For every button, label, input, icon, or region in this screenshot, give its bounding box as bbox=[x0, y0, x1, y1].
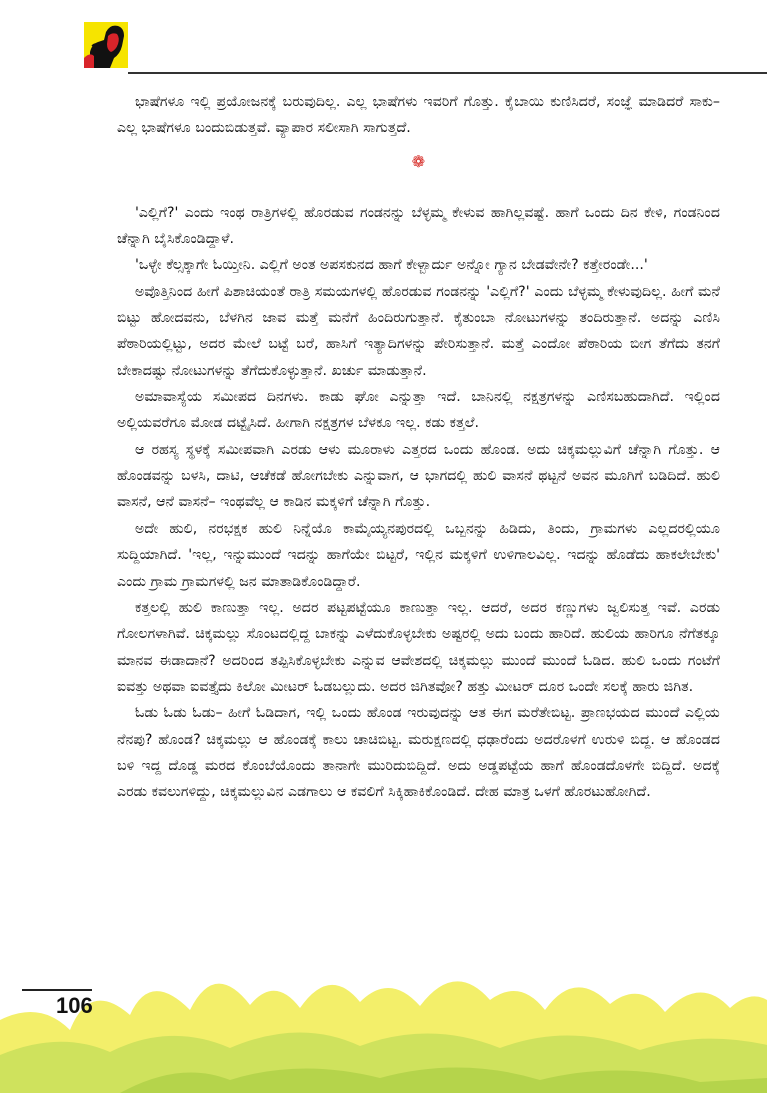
paragraph: ಆ ರಹಸ್ಯ ಸ್ಥಳಕ್ಕೆ ಸಮೀಪವಾಗಿ ಎರಡು ಆಳು ಮೂರಾಳು ಎತ್ತರದ ಒಂದು ಹೊಂಡ. ಅದು ಚಿಕ್ಕಮಲ್ಲುವಿಗೆ ಚೆನ್ನಾಗಿ ಗೊತ್ತು. ಆ ಹೊಂಡವನ್ನು ಬಳಸಿ, ದಾಟಿ, ಆಚೆಕಡೆ ಹೋಗಬೇಕು ಎನ್ನುವಾಗ, ಆ ಭಾಗದಲ್ಲಿ ಹುಲಿ ವಾಸನೆ ಥಟ್ಟನೆ ಅವನ ಮೂಗಿಗೆ ಬಡಿದಿದೆ. ಹುಲಿ ವಾಸನೆ, ಆನೆ ವಾಸನೆ– ಇಂಥವೆಲ್ಲ ಆ ಕಾಡಿನ ಮಕ್ಕಳಿಗೆ ಚೆನ್ನಾಗಿ ಗೊತ್ತು. bbox=[117, 441, 720, 511]
grass-decoration bbox=[0, 960, 767, 1093]
book-logo-icon bbox=[84, 22, 128, 68]
paragraph: ಓಡು ಓಡು ಓಡು– ಹೀಗೆ ಓಡಿದಾಗ, ಇಲ್ಲಿ ಒಂದು ಹೊಂಡ ಇರುವುದನ್ನು ಆತ ಈಗ ಮರೆತೇಬಿಟ್ಟ. ಪ್ರಾಣಭಯದ ಮುಂದೆ ಎಲ್ಲಿಯ ನೆನಪು? ಹೊಂಡ? ಚಿಕ್ಕಮಲ್ಲು ಆ ಹೊಂಡಕ್ಕೆ ಕಾಲು ಚಾಚಿಬಿಟ್ಟ. ಮರುಕ್ಷಣದಲ್ಲಿ ಧಢಾರೆಂದು ಅದರೊಳಗೆ ಉರುಳಿ ಬಿದ್ದ. ಆ ಹೊಂಡದ ಬಳಿ ಇದ್ದ ದೊಡ್ಡ ಮರದ ಕೊಂಬೆಯೊಂದು ತಾನಾಗೇ ಮುರಿದುಬಿದ್ದಿದೆ. ಅದು ಅಡ್ಡಪಟ್ಟೆಯ ಹಾಗೆ ಹೊಂಡದೊಳಗೇ ಬಿದ್ದಿದೆ. ಅದಕ್ಕೆ ಎರಡು ಕವಲುಗಳಿದ್ದು, ಚಿಕ್ಕಮಲ್ಲುವಿನ ಎಡಗಾಲು ಆ ಕವಲಿಗೆ ಸಿಕ್ಕಿಹಾಕಿಕೊಂಡಿದೆ. ದೇಹ ಮಾತ್ರ ಒಳಗೆ ಹೊರಟುಹೋಗಿದೆ. bbox=[117, 705, 720, 801]
paragraph: ಭಾಷೆಗಳೂ ಇಲ್ಲಿ ಪ್ರಯೋಜನಕ್ಕೆ ಬರುವುದಿಲ್ಲ. ಎಲ್ಲ ಭಾಷೆಗಳು ಇವರಿಗೆ ಗೊತ್ತು. ಕೈಬಾಯಿ ಕುಣಿಸಿದರೆ, ಸಂಜ್ಞೆ ಮಾಡಿದರೆ ಸಾಕು– ಎಲ್ಲ ಭಾಷೆಗಳೂ ಬಂದುಬಿಡುತ್ತವೆ. ವ್ಯಾಪಾರ ಸಲೀಸಾಗಿ ಸಾಗುತ್ತದೆ. bbox=[117, 94, 720, 137]
paragraph: ಅಮಾವಾಸ್ಯೆಯ ಸಮೀಪದ ದಿನಗಳು. ಕಾಡು ಘೋ ಎನ್ನುತ್ತಾ ಇದೆ. ಬಾನಿನಲ್ಲಿ ನಕ್ಷತ್ರಗಳನ್ನು ಎಣಿಸಬಹುದಾಗಿದೆ. ಇಲ್ಲಿಂದ ಅಲ್ಲಿಯವರೆಗೂ ಮೋಡ ದಟ್ಟೈಸಿದೆ. ಹೀಗಾಗಿ ನಕ್ಷತ್ರಗಳ ಬೆಳಕೂ ಇಲ್ಲ. ಕಡು ಕತ್ತಲೆ. bbox=[117, 389, 720, 432]
paragraph: 'ಒಳ್ಳೇ ಕೆಲ್ಸಕ್ಕಾಗೇ ಓಯ್ತೀನಿ. ಎಲ್ಲಿಗೆ ಅಂತ ಅಪಸಕುನದ ಹಾಗೆ ಕೇಳ್ಬಾರ್ದು ಅನ್ನೋ ಗ್ಯಾನ ಬೇಡವೇನೇ? ಕತ್ತೇರಂಡೇ...' bbox=[135, 257, 648, 274]
paragraph: ಕತ್ತಲಲ್ಲಿ ಹುಲಿ ಕಾಣುತ್ತಾ ಇಲ್ಲ. ಅದರ ಪಟ್ಟಪಟ್ಟೆಯೂ ಕಾಣುತ್ತಾ ಇಲ್ಲ. ಆದರೆ, ಅದರ ಕಣ್ಣುಗಳು ಜ್ವಲಿಸುತ್ತ ಇವೆ. ಎರಡು ಗೋಲಗಳಾಗಿವೆ. ಚಿಕ್ಕಮಲ್ಲು ಸೊಂಟದಲ್ಲಿದ್ದ ಬಾಕನ್ನು ಎಳೆದುಕೊಳ್ಳಬೇಕು ಅಷ್ಟರಲ್ಲಿ ಅದು ಬಂದು ಹಾರಿದೆ. ಹುಲಿಯ ಹಾರಿಗೂ ನೆಗೆತಕ್ಕೂ ಮಾನವ ಈಡಾದಾನೆ? ಅದರಿಂದ ತಪ್ಪಿಸಿಕೊಳ್ಳಬೇಕು ಎನ್ನುವ ಆವೇಶದಲ್ಲಿ ಚಿಕ್ಕಮಲ್ಲು ಮುಂದೆ ಮುಂದೆ ಓಡಿದ. ಹುಲಿ ಒಂದು ಗಂಟೆಗೆ ಐವತ್ತು ಅಥವಾ ಐವತ್ತೈದು ಕಿಲೋ ಮೀಟರ್ ಓಡಬಲ್ಲುದು. ಅದರ ಜಿಗಿತವೋ? ಹತ್ತು ಮೀಟರ್ ದೂರ ಒಂದೇ ಸಲಕ್ಕೆ ಹಾರು ಜಿಗಿತ. bbox=[117, 599, 720, 695]
paragraph: ಅವೊತ್ತಿನಿಂದ ಹೀಗೆ ಪಿಶಾಚಿಯಂತೆ ರಾತ್ರಿ ಸಮಯಗಳಲ್ಲಿ ಹೊರಡುವ ಗಂಡನನ್ನು 'ಎಲ್ಲಿಗೆ?' ಎಂದು ಬೆಳ್ಳಮ್ಮ ಕೇಳುವುದಿಲ್ಲ. ಹೀಗೆ ಮನೆ ಬಿಟ್ಟು ಹೋದವನು, ಬೆಳಗಿನ ಜಾವ ಮತ್ತೆ ಮನೆಗೆ ಹಿಂದಿರುಗುತ್ತಾನೆ. ಕೈತುಂಬಾ ನೋಟುಗಳನ್ನು ತಂದಿರುತ್ತಾನೆ. ಅದನ್ನು ಎಣಿಸಿ ಪೆಠಾರಿಯಲ್ಲಿಟ್ಟು, ಅದರ ಮೇಲೆ ಬಟ್ಟೆ ಬರೆ, ಹಾಸಿಗೆ ಇತ್ಯಾದಿಗಳನ್ನು ಪೇರಿಸುತ್ತಾನೆ. ಮತ್ತೆ ಎಂದೋ ಪೆಠಾರಿಯ ಬೀಗ ತೆಗೆದು ತನಗೆ ಬೇಕಾದಷ್ಟು ನೋಟುಗಳನ್ನು ತೆಗೆದುಕೊಳ್ಳುತ್ತಾನೆ. ಖರ್ಚು ಮಾಡುತ್ತಾನೆ. bbox=[117, 283, 720, 379]
paragraph: 'ಎಲ್ಲಿಗೆ?' ಎಂದು ಇಂಥ ರಾತ್ರಿಗಳಲ್ಲಿ ಹೊರಡುವ ಗಂಡನನ್ನು ಬೆಳ್ಳಮ್ಮ ಕೇಳುವ ಹಾಗಿಲ್ಲವಷ್ಟೆ. ಹಾಗೆ ಒಂದು ದಿನ ಕೇಳಿ, ಗಂಡನಿಂದ ಚೆನ್ನಾಗಿ ಬೈಸಿಕೊಂಡಿದ್ದಾಳೆ. bbox=[117, 204, 720, 248]
flower-ornament-icon: ❁ bbox=[411, 151, 426, 171]
paragraph: ಅದೇ ಹುಲಿ, ನರಭಕ್ಷಕ ಹುಲಿ ನಿನ್ನೆಯೊ ಕಾಮೈಯ್ಯನಪುರದಲ್ಲಿ ಒಬ್ಬನನ್ನು ಹಿಡಿದು, ತಿಂದು, ಗ್ರಾಮಗಳು ಎಲ್ಲದರಲ್ಲಿಯೂ ಸುದ್ದಿಯಾಗಿದೆ. 'ಇಲ್ಲ, ಇನ್ನುಮುಂದೆ ಇದನ್ನು ಹಾಗೆಯೇ ಬಿಟ್ಟರೆ, ಇಲ್ಲಿನ ಮಕ್ಕಳಿಗೆ ಉಳಿಗಾಲವಿಲ್ಲ. ಇದನ್ನು ಹೊಡೆದು ಹಾಕಲೇಬೇಕು' ಎಂದು ಗ್ರಾಮ ಗ್ರಾಮಗಳಲ್ಲಿ ಜನ ಮಾತಾಡಿಕೊಂಡಿದ್ದಾರೆ. bbox=[117, 520, 720, 590]
page-number: 106 bbox=[56, 993, 93, 1018]
header-rule bbox=[128, 72, 767, 74]
page-number-rule bbox=[22, 989, 92, 991]
page-content bbox=[117, 89, 720, 806]
